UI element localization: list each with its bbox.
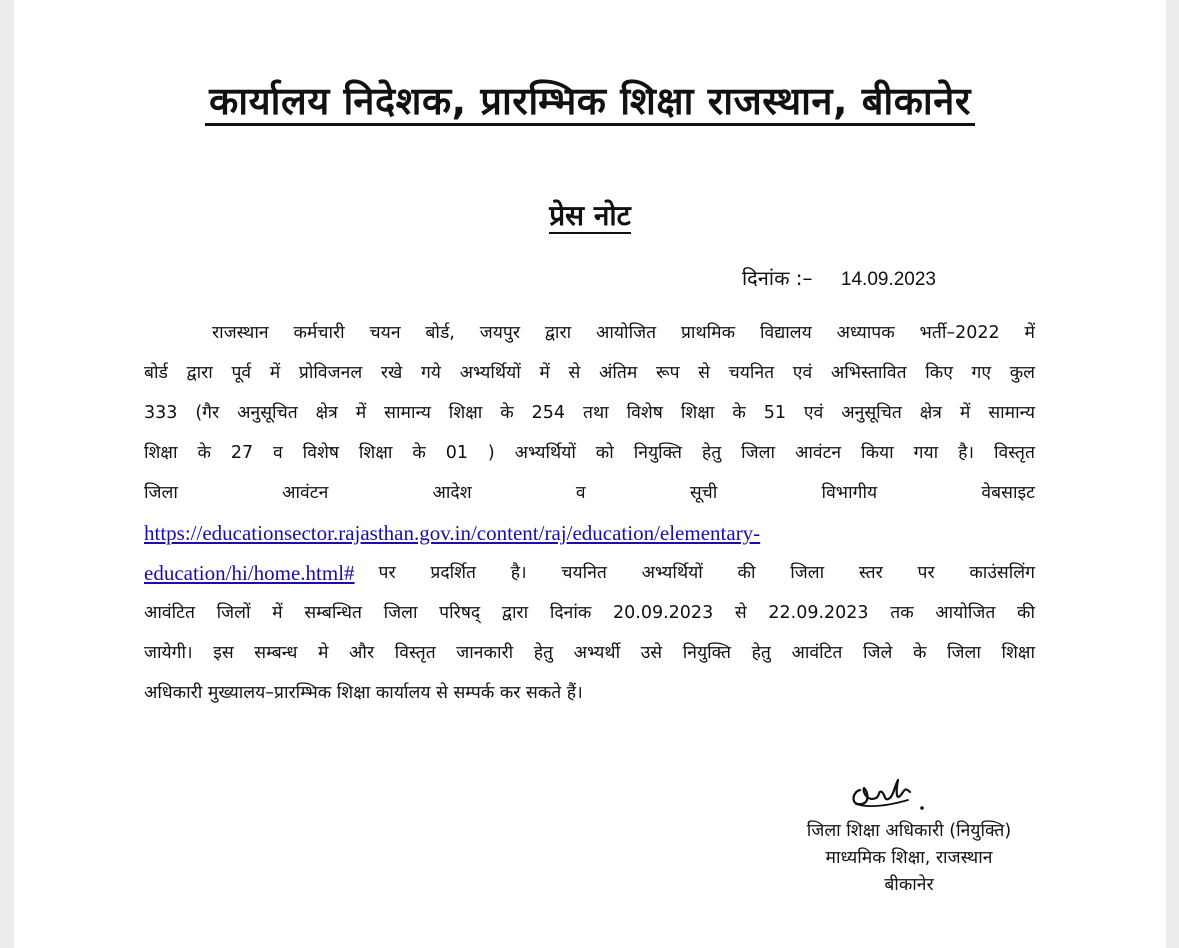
body-line-2 (144, 353, 1035, 393)
date-label: दिनांक :– (742, 266, 813, 290)
body-line-1 (144, 313, 1035, 353)
body-line-3-text: 333 (गैर अनुसूचित क्षेत्र में सामान्य शिक्षा के 254 तथा विशेष शिक्षा के 51 एवं अनुसूचित क्षेत्र में सामान्य (144, 403, 1035, 423)
document-page (14, 0, 1166, 948)
body-line-10-text: अधिकारी मुख्यालय–प्रारम्भिक शिक्षा कार्यालय से सम्पर्क कर सकते हैं। (144, 683, 583, 703)
office-title-text: कार्यालय निदेशक, प्रारम्भिक शिक्षा राजस्थान, बीकानेर (205, 79, 975, 126)
press-note-text: प्रेस नोट (549, 199, 631, 232)
body-line-4-text: शिक्षा के 27 व विशेष शिक्षा के 01 ) अभ्यर्थियों को नियुक्ति हेतु जिला आवंटन किया गया है। विस्तृत (144, 443, 1035, 463)
body-line-8-text: आवंटित जिलों में सम्बन्धित जिला परिषद् द्वारा दिनांक 20.09.2023 से 22.09.2023 तक आयोजित की (144, 603, 1035, 623)
body-word: विभागीय (821, 483, 878, 503)
body-line-10 (144, 673, 1035, 713)
body-line-2-text: बोर्ड द्वारा पूर्व में प्रोविजनल रखे गये अभ्यर्थियों में से अंतिम रूप से चयनित एवं अभिस्तावित किए गए कुल (144, 363, 1035, 383)
body-word: जिला (144, 483, 178, 503)
body-line-5 (144, 473, 1035, 513)
body-word: वेबसाइट (981, 483, 1035, 503)
signatory-department: माध्यमिक शिक्षा, राजस्थान (825, 848, 993, 868)
office-title (14, 74, 1166, 126)
website-link-part-2[interactable]: education/hi/home.html# (144, 561, 355, 585)
body-line-9-text: जायेगी। इस सम्बन्ध मे और विस्तृत जानकारी हेतु अभ्यर्थी उसे नियुक्ति हेतु आवंटित जिले के जिला शिक्षा (144, 643, 1035, 663)
date-line (742, 264, 936, 291)
press-note-title (14, 196, 1166, 234)
signatory-location: बीकानेर (884, 875, 934, 895)
signatory-designation: जिला शिक्षा अधिकारी (नियुक्ति) (806, 821, 1012, 841)
body-line-9 (144, 633, 1035, 673)
handwritten-signature (838, 762, 938, 822)
date-value: 14.09.2023 (840, 269, 936, 290)
body-word: व (575, 483, 586, 503)
body-line-8 (144, 593, 1035, 633)
body-line-7 (144, 553, 1035, 593)
body-line-1-text: राजस्थान कर्मचारी चयन बोर्ड, जयपुर द्वारा आयोजित प्राथमिक विद्यालय अध्यापक भर्ती–2022 में (212, 323, 1035, 343)
body-line-6 (144, 513, 1035, 553)
body-line-3 (144, 393, 1035, 433)
website-link-part-1[interactable]: https://educationsector.rajasthan.gov.in/content/raj/education/elementary- (144, 521, 761, 545)
body-word: आदेश (432, 483, 472, 503)
body-word: आवंटन (282, 483, 329, 503)
body-line-7-text: पर प्रदर्शित है। चयनित अभ्यर्थियों की जिला स्तर पर काउंसलिंग (378, 563, 1035, 583)
press-note-body (144, 313, 1035, 713)
body-line-4 (144, 433, 1035, 473)
signatory-block (744, 818, 1074, 899)
body-word: सूची (689, 483, 718, 503)
